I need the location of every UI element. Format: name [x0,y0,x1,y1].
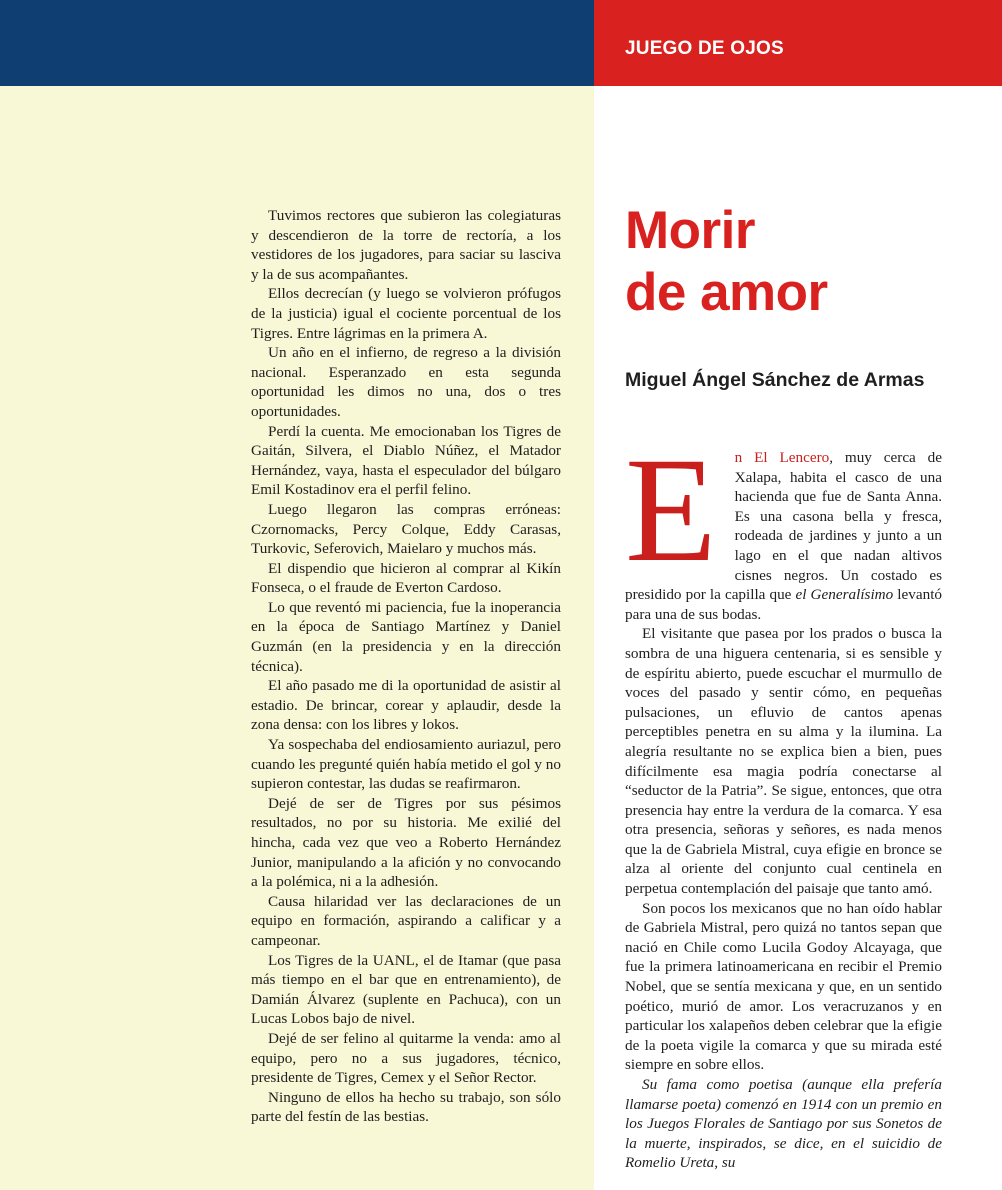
paragraph: Un año en el infierno, de regreso a la división nacional. Esperanzado en esta segunda oportunidad les dimos no una, dos o tres oportunidades. [251,344,561,420]
paragraph: El dispendio que hicieron al comprar al Kikín Fonseca, o el fraude de Everton Cardoso. [251,559,561,597]
paragraph: El visitante que pasea por los prados o busca la sombra de una higuera centenaria, si es sensible y de espíritu abierto, puede escuchar el murmullo de voces del pasado y sentir cómo, en pequeñas pulsaciones, un efluvio de cantos apenas perceptibles penetra en su alma y la ilumina. La alegría resultante no se explica bien a bien, pues difícilmente esa magia podría conectarse al “seductor de la Patria”. Se sigue, entonces, que otra presencia hay entre la verdura de la comarca. Y esa otra presencia, señoras y señores, es nada menos que la de Gabriela Mistral, cuya efigie en bronce se alza al oriente del conjunto cual centinela en perpetua contemplación del paisaje que tanto amó. [625,625,942,898]
italic-paragraph: Su fama como poetisa (aunque ella prefería llamarse poeta) comenzó en 1914 con un premio en los Juegos Florales de Santiago por sus Sonetos de la muerte, inspirados, se dice, en el suicidio de Romelio Ureta, su [625,1076,942,1172]
paragraph: Luego llegaron las compras erróneas: Czornomacks, Percy Colque, Eddy Carasas, Turkovic, Seferovich, Maielaro y muchos más. [251,500,561,558]
title-line-1: Morir [625,201,755,260]
paragraph: Lo que reventó mi paciencia, fue la inoperancia en la época de Santiago Martínez y Daniel Guzmán (en la presidencia y en la dirección técnica). [251,598,561,675]
drop-cap: E [625,427,717,593]
article-title [625,200,985,324]
lead-in-text: n El Lencero [734,449,830,466]
lead-end-text: levantó para una de sus bodas. [625,586,943,623]
title-line-2: de amor [625,263,828,322]
article-body [625,427,943,1173]
left-column-text [251,206,561,1127]
paragraph: Ellos decrecían (y luego se volvieron prófugos de la justicia) igual el cociente porcentual de los Tigres. Entre lágrimas en la primera A. [251,285,561,342]
lead-italic-text: el Generalísimo [795,586,894,604]
lead-text: , muy cerca de Xalapa, habita el casco de una hacienda que fue de Santa Anna. Es una casona bella y fresca, rodeada de jardines y junto a un lago en el que nadan altivos cisnes negros. Un costado es presidido por la capilla que [625,449,943,604]
paragraph: Tuvimos rectores que subieron las colegiaturas y descendieron de la torre de rectoría, a los vestidores de los jugadores, para saciar su lasciva y la de sus acompañantes. [251,207,561,283]
paragraph: Dejé de ser de Tigres por sus pésimos resultados, no por su historia. Me exilié del hincha, cada vez que veo a Roberto Hernández Junior, manipulando a la afición y no convocando a la polémica, ni a la adhesión. [251,794,561,891]
section-label: JUEGO DE OJOS [625,38,784,59]
paragraph: El año pasado me di la oportunidad de asistir al estadio. De brincar, corear y aplaudir, desde la zona densa: con los libres y lokos. [251,677,561,734]
paragraph: Dejé de ser felino al quitarme la venda: amo al equipo, pero no a sus jugadores, técnico, presidente de Tigres, Cemex y el Señor Rector. [251,1029,561,1087]
paragraph: Causa hilaridad ver las declaraciones de un equipo en formación, aspirando a calificar y a campeonar. [251,892,561,949]
paragraph: Ya sospechaba del endiosamiento auriazul, pero cuando les pregunté quién había metido el gol y no supieron contestar, las dudas se reafirmaron. [251,736,561,793]
header-bar-blue [0,0,594,86]
lead-paragraph [625,427,943,624]
author-byline: Miguel Ángel Sánchez de Armas [625,369,925,391]
paragraph: Ninguno de ellos ha hecho su trabajo, son sólo parte del festín de las bestias. [251,1088,561,1126]
paragraph: Perdí la cuenta. Me emocionaban los Tigres de Gaitán, Silvera, el Diablo Núñez, el Matador Hernández, vaya, hasta el especulador del búlgaro Emil Kostadinov era el perfil felino. [251,422,561,499]
paragraph: Los Tigres de la UANL, el de Itamar (que pasa más tiempo en el bar que en entrenamiento), de Damián Álvarez (suplente en Pachuca), con un Lucas Lobos bajo de nivel. [251,951,561,1028]
paragraph: Son pocos los mexicanos que no han oído hablar de Gabriela Mistral, pero quizá no tantos sepan que nació en Chile como Lucila Godoy Alcayaga, que fue la primera latinoamericana en recibir el Premio Nobel, que se sentía mexicana y que, en un sentido poético, murió de amor. Los veracruzanos y en particular los xalapeños deben celebrar que la efigie de la poeta vigile la comarca y que su mirada esté siempre en sobre ellos. [625,899,942,1074]
